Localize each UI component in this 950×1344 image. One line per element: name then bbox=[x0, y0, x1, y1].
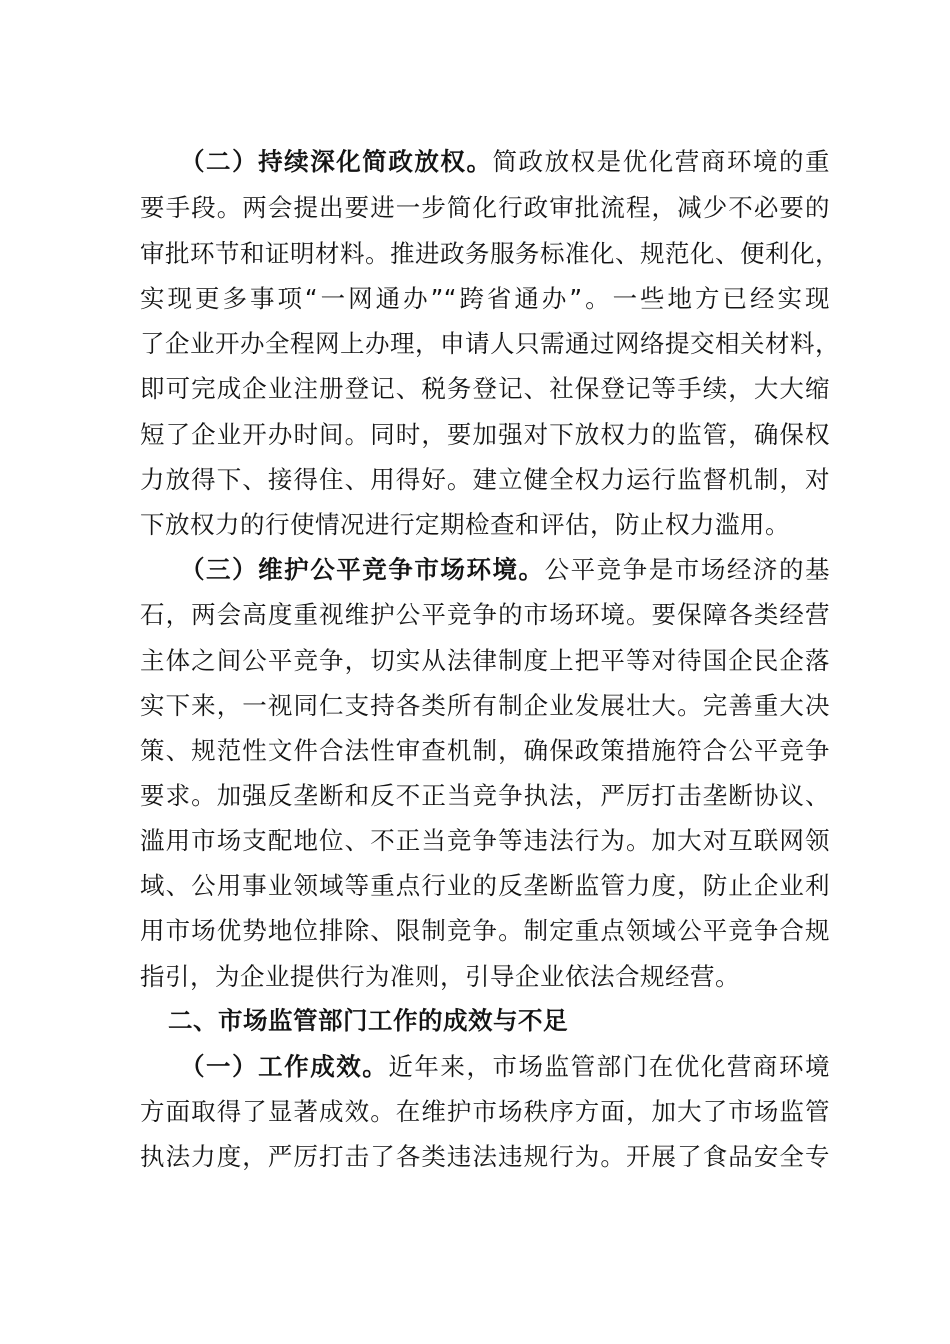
paragraph-line: 短了企业开办时间。同时，要加强对下放权力的监管，确保权 bbox=[140, 420, 830, 449]
subsection-title: （一）工作成效。 bbox=[180, 1052, 389, 1081]
paragraph-line: 用市场优势地位排除、限制竞争。制定重点领域公平竞争合规 bbox=[140, 916, 830, 945]
paragraph-line bbox=[180, 550, 830, 590]
paragraph-line: 即可完成企业注册登记、税务登记、社保登记等手续，大大缩 bbox=[140, 374, 830, 403]
paragraph-line: 滥用市场支配地位、不正当竞争等违法行为。加大对互联网领 bbox=[140, 826, 830, 855]
paragraph-line: 策、规范性文件合法性审查机制，确保政策措施符合公平竞争 bbox=[140, 736, 830, 765]
paragraph-line: 指引，为企业提供行为准则，引导企业依法合规经营。 bbox=[140, 962, 740, 991]
paragraph-line: 力放得下、接得住、用得好。建立健全权力运行监督机制，对 bbox=[140, 465, 830, 494]
paragraph-line: 实下来，一视同仁支持各类所有制企业发展壮大。完善重大决 bbox=[140, 691, 830, 720]
paragraph-line: 实现更多事项“一网通办”“跨省通办”。一些地方已经实现 bbox=[140, 284, 830, 313]
subsection-title: （二）持续深化简政放权。 bbox=[180, 147, 493, 176]
paragraph-line: 方面取得了显著成效。在维护市场秩序方面，加大了市场监管 bbox=[140, 1097, 830, 1126]
paragraph-line: 石，两会高度重视维护公平竞争的市场环境。要保障各类经营 bbox=[140, 600, 830, 629]
paragraph-line: 要求。加强反垄断和反不正当竞争执法，严厉打击垄断协议、 bbox=[140, 781, 830, 810]
paragraph-text: 近年来，市场监管部门在优化营商环境 bbox=[388, 1052, 831, 1081]
paragraph-text: 简政放权是优化营商环境的重 bbox=[492, 147, 830, 176]
paragraph-line: 要手段。两会提出要进一步简化行政审批流程，减少不必要的 bbox=[140, 193, 830, 222]
paragraph-line bbox=[180, 1047, 830, 1087]
subsection-title: （三）维护公平竞争市场环境。 bbox=[180, 555, 545, 584]
paragraph-line: 主体之间公平竞争，切实从法律制度上把平等对待国企民企落 bbox=[140, 646, 830, 675]
paragraph-line bbox=[180, 142, 830, 182]
paragraph-line: 域、公用事业领域等重点行业的反垄断监管力度，防止企业利 bbox=[140, 871, 830, 900]
paragraph-line: 了企业开办全程网上办理，申请人只需通过网络提交相关材料， bbox=[140, 329, 840, 358]
section-heading: 二、市场监管部门工作的成效与不足 bbox=[168, 1006, 568, 1035]
paragraph-line: 下放权力的行使情况进行定期检查和评估，防止权力滥用。 bbox=[140, 510, 790, 539]
paragraph-line: 审批环节和证明材料。推进政务服务标准化、规范化、便利化， bbox=[140, 239, 840, 268]
paragraph-text: 公平竞争是市场经济的基 bbox=[544, 555, 831, 584]
paragraph-line: 执法力度，严厉打击了各类违法违规行为。开展了食品安全专 bbox=[140, 1142, 830, 1171]
